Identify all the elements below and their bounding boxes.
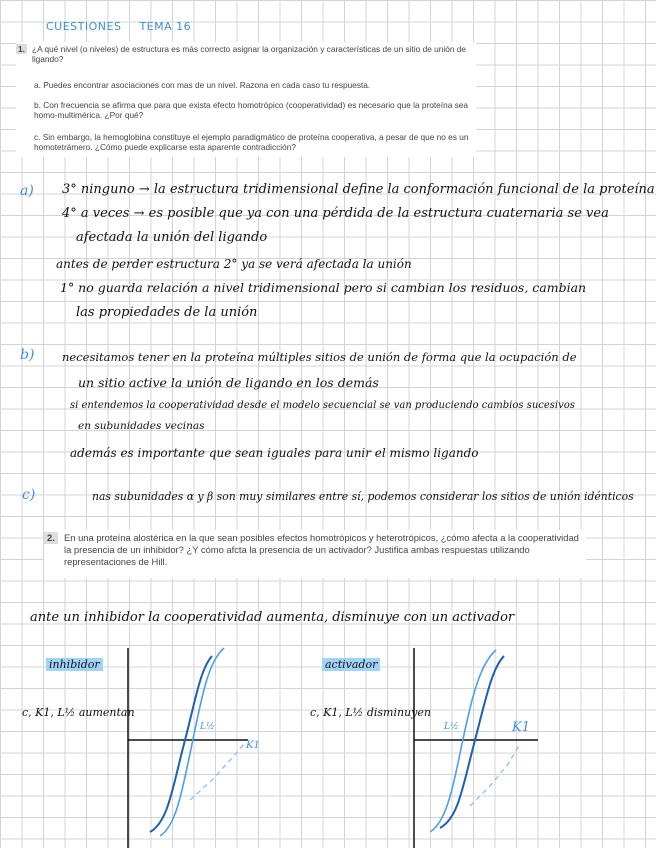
right-plot-curve-dashed [470, 744, 520, 806]
answer-b-line-1: necesitamos tener en la proteína múltiples sitios de unión de forma que la ocupación de [62, 350, 577, 364]
left-plot-axis-label: K1 [246, 740, 260, 751]
answer-b-line-3: si entendemos la cooperatividad desde el modelo secuencial se van produciendo cambios sucesivos [70, 400, 575, 411]
right-plot-curve-light [430, 650, 496, 832]
right-plot-curve-dark [440, 656, 504, 828]
answer-a-line-3: afectada la unión del ligando [76, 230, 268, 245]
answer-a-line-2: 4° a veces → es posible que ya con una pérdida de la estructura cuaternaria se vea [62, 206, 609, 221]
inhibitor-note: c, K1, L½ aumentan [22, 706, 135, 719]
answer-a-line-1: 3° ninguno → la estructura tridimensional define la conformación funcional de la proteína [62, 182, 655, 197]
inhibitor-heading: inhibidor [46, 658, 103, 671]
right-plot-axis-label: K1 [512, 720, 530, 735]
answer-b-line-4: en subunidades vecinas [78, 420, 205, 432]
answer-c-line-1: nas subunidades α y β son muy similares entre sí, podemos considerar los sitios de unión idénticos [92, 490, 634, 503]
left-plot-curve-light [160, 648, 224, 836]
answer-a-label: a) [20, 183, 34, 199]
answer-b-line-5: además es importante que sean iguales para unir el mismo ligando [70, 446, 479, 460]
answer-c-label: c) [22, 487, 36, 503]
question-1-part-c: c. Sin embargo, la hemoglobina constituye el ejemplo paradigmático de proteína cooperativa, a pesar de que no es un homotetrámero. ¿Cómo puede explicarse esta aparente contradicción? [34, 132, 469, 152]
answer-a-line-5: 1° no guarda relación a nivel tridimensional pero si cambian los residuos, cambian [60, 280, 587, 295]
activator-heading: activador [322, 658, 380, 671]
header-title: CUESTIONES [46, 20, 122, 33]
question-1-part-b: b. Con frecuencia se afirma que para que exista efecto homotrópico (cooperatividad) es necesario que la proteína sea homo-multimérica. ¿Por qué? [34, 100, 468, 120]
right-plot-curve-label: L½ [444, 722, 459, 732]
header-topic: TEMA 16 [139, 20, 192, 33]
question-2-text: En una proteína alostérica en la que sean posibles efectos homotrópicos y heterotrópicos, ¿cómo afecta a la cooperatividad la presencia de un inhibidor? ¿Y cómo afcta la presencia de un activador? Justifica ambas respuestas utilizando representaciones de Hill. [64, 532, 579, 567]
question-2-number: 2. [44, 532, 58, 544]
answer-2-line: ante un inhibidor la cooperatividad aumenta, disminuye con un activador [30, 610, 515, 625]
answer-b-label: b) [20, 347, 35, 363]
question-1-number: 1. [18, 44, 25, 54]
left-plot-curve-dark [150, 656, 212, 832]
answer-a-line-4: antes de perder estructura 2° ya se verá afectada la unión [56, 257, 412, 271]
question-1-part-a: a. Puedes encontrar asociaciones con mas de un nivel. Razona en cada caso tu respuesta. [34, 80, 371, 90]
question-1-text: ¿A qué nivel (o niveles) de estructura es más correcto asignar la organización y características de un sitio de unión de ligando? [32, 44, 466, 64]
answer-a-line-6: las propiedades de la unión [76, 305, 258, 320]
left-plot-curve-dashed [190, 744, 244, 800]
left-plot-curve-label: L½ [200, 722, 215, 732]
activator-note: c, K1, L½ disminuyen [310, 706, 431, 719]
answer-b-line-2: un sitio active la unión de ligando en los demás [78, 375, 379, 390]
